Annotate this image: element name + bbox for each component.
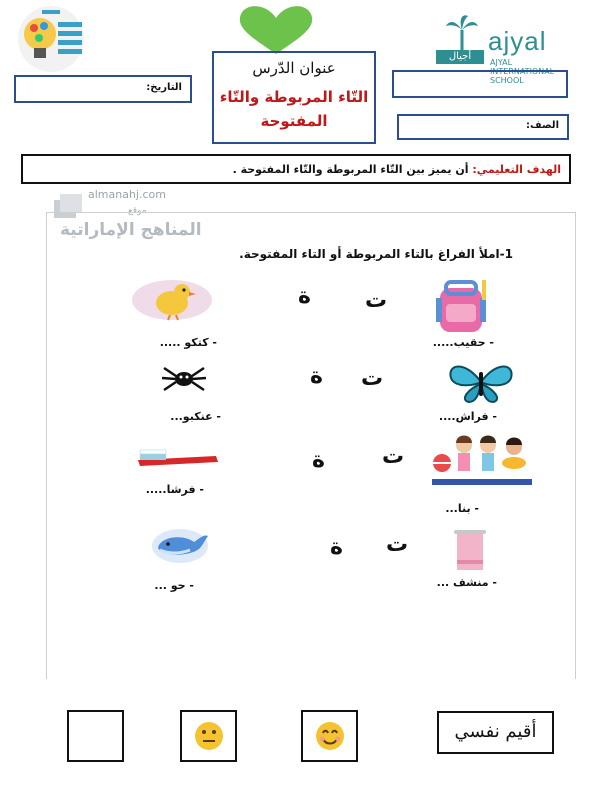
assessment-box-empty[interactable]: [67, 710, 124, 762]
girls-icon: [432, 433, 532, 489]
palm-logo-icon: [442, 14, 482, 54]
letter-closed-taa: ة: [330, 535, 343, 560]
chick-icon: [130, 279, 214, 325]
watermark-site: almanahj.com: [88, 188, 166, 201]
word-girls: - بنا...: [445, 502, 479, 515]
whale-icon: [150, 526, 210, 568]
word-spider: - عنكبو...: [170, 410, 221, 423]
watermark-brand: المناهج الإماراتية: [60, 220, 202, 240]
word-toothbrush: - فرشا.....: [145, 483, 204, 496]
objective-text: [233, 163, 561, 176]
date-label: التاريخ:: [146, 82, 182, 93]
assessment-box-happy[interactable]: [301, 710, 358, 762]
date-field[interactable]: [14, 75, 192, 103]
grade-field[interactable]: [397, 114, 569, 140]
objective-label: الهدف التعليمي:: [472, 163, 561, 176]
self-assessment-label: أقيم نفسي: [454, 721, 537, 742]
school-logo-left: [8, 4, 94, 74]
word-butterfly: - فراش....: [438, 410, 497, 423]
butterfly-icon: [445, 360, 517, 408]
spider-icon: [160, 364, 208, 398]
letter-open-taa: ت: [361, 366, 384, 391]
objective-body: أن يميز بين التّاء المربوطة والتّاء المفتوحة .: [232, 163, 469, 176]
logo-latin: ajyal: [488, 26, 547, 56]
smile-face-icon: [315, 721, 345, 751]
neutral-face-icon: [194, 721, 224, 751]
letter-closed-taa: ة: [298, 284, 311, 309]
lesson-title: التّاء المربوطة والتّاء المفتوحة: [219, 88, 369, 130]
logo-subtitle: AJYAL INTERNATIONAL SCHOOL: [490, 58, 555, 85]
word-towel: - منشف ...: [436, 576, 497, 589]
logo-arabic: أجيال: [436, 50, 484, 64]
watermark-word: موقع: [128, 206, 147, 216]
lesson-title-box: [212, 51, 376, 144]
word-whale: - حو ...: [154, 579, 194, 592]
learning-objective: [21, 154, 571, 184]
letter-open-taa: ت: [365, 288, 388, 313]
letter-closed-taa: ة: [312, 448, 325, 473]
heart-icon: [233, 4, 319, 56]
word-bag: - حقيب.....: [432, 336, 494, 349]
letter-closed-taa: ة: [310, 364, 323, 389]
name-field[interactable]: [392, 70, 568, 98]
lesson-title-label: عنوان الدّرس: [252, 59, 336, 77]
exercise-instruction: 1-املأ الفراغ بالتاء المربوطة أو التاء المفتوحة.: [239, 247, 513, 261]
bulb-logo-icon: [8, 4, 94, 74]
letter-open-taa: ت: [382, 444, 405, 469]
toothbrush-icon: [136, 446, 220, 474]
school-bag-icon: [432, 278, 490, 338]
grade-label: الصف:: [526, 120, 559, 131]
letter-open-taa: ت: [386, 532, 409, 557]
towel-icon: [453, 528, 487, 576]
assessment-box-neutral[interactable]: [180, 710, 237, 762]
school-logo-right: [436, 10, 576, 85]
word-chick: - كتكو .....: [159, 336, 217, 349]
self-assessment-label-box: [437, 711, 554, 754]
